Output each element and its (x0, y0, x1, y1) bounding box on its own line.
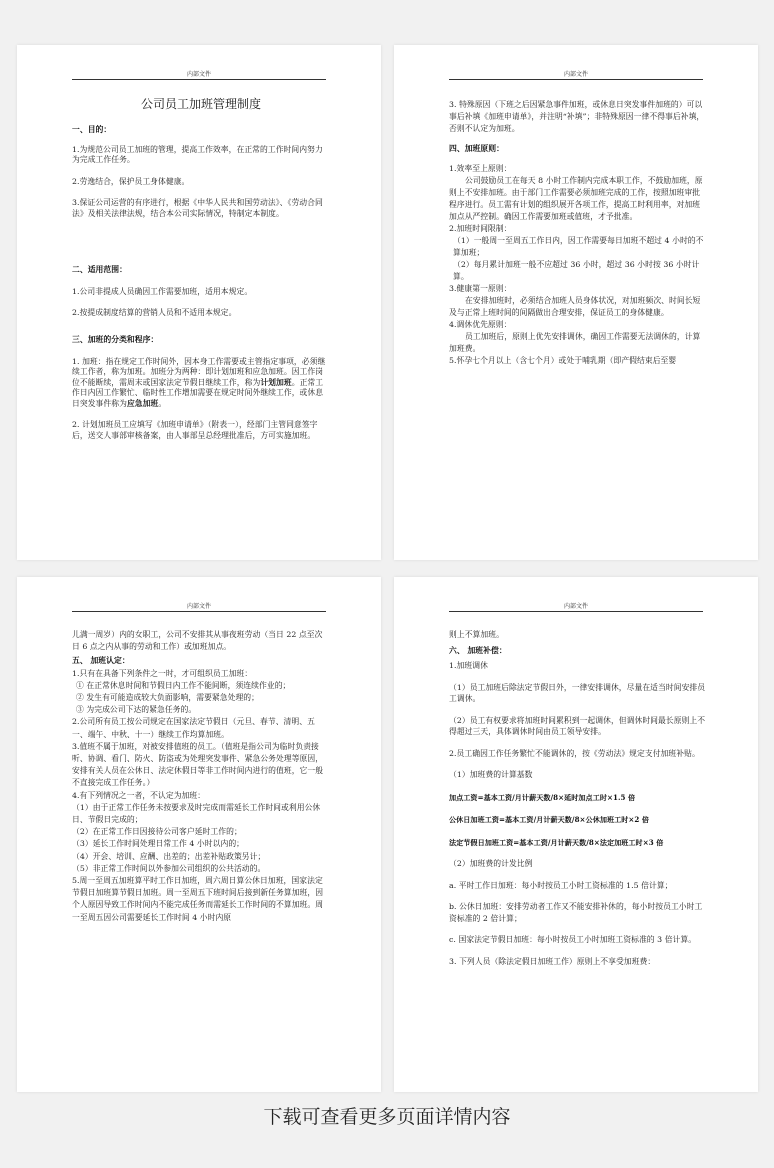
paragraph: 3.值班不属于加班，对被安排值班的员工。（值班是指公司为临时负责接听、协调、看门、防火、防盗或为处理突发事件、紧急公务处理等原因，安排有关人员在公休日、法定休假日等非工作时间内进行的值班，它一般不直接完成工作任务。） (72, 741, 324, 788)
paragraph: 1.只有在具备下列条件之一时，才可组织员工加班： (72, 668, 253, 678)
paragraph: 1.为规范公司员工加班的管理，提高工作效率，在正常的工作时间内努力为完成工作任务。 (72, 144, 323, 164)
paragraph: 2.劳逸结合，保护员工身体健康。 (72, 176, 190, 186)
paragraph: （1）员工加班后除法定节假日外，一律安排调休，尽量在适当时间安排员工调休。 (449, 682, 706, 703)
section-scope (72, 265, 330, 319)
section-classification (72, 335, 330, 441)
paragraph: 4.调休优先原则： (449, 320, 512, 329)
paragraph: a. 平时工作日加班：每小时按员工小时工资标准的 1.5 倍计算； (449, 880, 673, 890)
download-more-banner[interactable]: 下载可查看更多页面详情内容 (263, 1106, 511, 1128)
paragraph: （2）员工有权要求将加班时间累积到一起调休，但调休时间最长原则上不得超过三天，具体调休时间由员工领导安排。 (449, 715, 706, 736)
page-header: 内部文件 (449, 70, 703, 80)
list-item: （4）开会、培训、应酬、出差的；出差补贴政策另计； (72, 851, 266, 861)
paragraph: 5.怀孕七个月以上（含七个月）或处于哺乳期（即产假结束后至婴 (449, 356, 677, 365)
paragraph: c. 国家法定节假日加班：每小时按员工小时加班工资标准的 3 倍计算。 (449, 935, 697, 944)
formula: 法定节假日加班工资=基本工资/月计薪天数/8×法定加班工时×3 倍 (449, 837, 664, 847)
document-title: 公司员工加班管理制度 (140, 97, 261, 111)
paragraph: 2.员工确因工作任务繁忙不能调休的，按《劳动法》规定支付加班补贴。 (449, 748, 700, 758)
paragraph: （2）每月累计加班一般不应超过 36 小时，超过 36 小时按 36 小时计算。 (453, 260, 700, 281)
paragraph: 4.有下列情况之一者，不认定为加班： (72, 790, 206, 800)
list-item: （5）非正常工作时间以外参加公司组织的公共活动的。 (72, 863, 266, 873)
paragraph: 2. 计划加班员工应填写《加班申请单》（附表一），经部门主管同意签字后，送交人事部审核备案，由人事部呈总经理批准后，方可实施加班。 (72, 420, 318, 440)
text-run: 。正常工作日内因工作繁忙、临时性工作增加需要在规定时间外继续工作，或休息日突发事件称为 (72, 377, 324, 408)
paragraph: 3. 特殊原因（下班之后因紧急事件加班，或休息日突发事件加班的）可以事后补填《加班申请单》，并注明“补填”；非特殊原因一律不得事后补填，否则不认定为加班。 (449, 100, 705, 133)
section-purpose (72, 125, 330, 219)
list-item: （2）在正常工作日因接待公司客户延时工作的； (72, 827, 242, 837)
list-item: ③ 为完成公司下达的紧急任务的。 (76, 705, 197, 715)
paragraph: 员工加班后，原则上优先安排调休，确因工作需要无法调休的，计算加班费。 (449, 332, 701, 353)
paragraph: 则上不算加班。 (449, 630, 504, 639)
paragraph: 3. 下列人员（除法定假日加班工作）原则上不享受加班费： (449, 956, 656, 966)
page-header: 内部文件 (72, 602, 326, 612)
list-item: （1）由于正常工作任务未按要求及时完成而需延长工作时间或利用公休日、节假日完成的； (72, 802, 321, 825)
document-page-4 (394, 577, 758, 1092)
paragraph: 1.效率至上原则： (449, 164, 512, 173)
document-page-3 (17, 577, 381, 1092)
paragraph: 儿满一周岁）内的女职工，公司不安排其从事夜班劳动（当日 22 点至次日 6 点之内从事的劳动和工作）或加班加点。 (72, 630, 323, 652)
paragraph: 公司鼓励员工在每天 8 小时工作制内完成本职工作，不鼓励加班，原则上不安排加班。由于部门工作需要必须加班完成的工作，按照加班审批程序进行。员工需有计划的组织展开各项工作，提高工时利用率，对加班加点从严控制。确因工作需要加班或值班，才予批准。 (449, 176, 703, 221)
section-heading: 二、适用范围： (72, 265, 127, 274)
document-page-2 (394, 45, 758, 560)
paragraph: 1.公司非提成人员确因工作需要加班，适用本规定。 (72, 286, 253, 296)
page-body (449, 629, 707, 967)
paragraph: b. 公休日加班：安排劳动者工作又不能安排补休的，每小时按员工小时工资标准的 2 倍计算； (449, 902, 703, 923)
text-run: 1. 加班：指在规定工作时间外，因本身工作需要或主管指定事项，必须继续工作者，称为加班。加班分为两种：即计划加班和应急加班。因工作岗位不能断续，需周末或国家法定节假日继续工作，称为 (72, 356, 326, 387)
section-heading: 一、目的： (72, 125, 112, 134)
page-body (449, 99, 707, 367)
section-heading: 四、加班原则： (449, 144, 504, 153)
bold-term: 应急加班 (126, 398, 159, 408)
paragraph: 5.周一至周五加班算平时工作日加班，周六周日算公休日加班，国家法定节假日加班算节假日加班。周一至周五下班时间后接到新任务算加班，因个人原因导致工作时间内不能完成任务而需延长工作时间的不算加班。周一至周五因公司需要延长工作时间 4 小时内原 (72, 876, 324, 922)
section-heading: 三、加班的分类和程序： (72, 335, 159, 344)
list-item: ① 在正常休息时间和节假日内工作不能间断，须连续作业的； (76, 680, 291, 690)
bold-term: 计划加班 (260, 377, 292, 387)
section-heading: 五、 加班认定： (72, 656, 130, 666)
text-run: 。 (158, 398, 167, 408)
paragraph (72, 357, 330, 410)
paragraph: 2.加班时间限制： (449, 224, 512, 233)
page-header: 内部文件 (72, 70, 326, 80)
formula: 公休日加班工资=基本工资/月计薪天数/8×公休加班工时×2 倍 (449, 815, 650, 824)
paragraph: 在安排加班时，必须结合加班人员身体状况，对加班频次、时间长短及与正常上班时间的间隔做出合理安排，保证员工的身体健康。 (449, 296, 701, 317)
list-item: ② 发生有可能造成较大负面影响，需要紧急处理的； (76, 693, 260, 703)
list-item: （3）延长工作时间处理日常工作 4 小时以内的； (72, 839, 245, 849)
paragraph: 2.公司所有员工按公司规定在国家法定节假日（元旦、春节、清明、五一、端午、中秋、十一）继续工作均算加班。 (72, 717, 315, 739)
paragraph: （1）一般周一至周五工作日内，因工作需要每日加班不超过 4 小时的不算加班； (453, 236, 704, 257)
formula: 加点工资=基本工资/月计薪天数/8×延时加点工时×1.5 倍 (449, 792, 636, 802)
section-heading: 六、 加班补偿： (449, 645, 507, 655)
document-page-1 (17, 45, 381, 560)
page-header: 内部文件 (449, 602, 703, 612)
paragraph: 3.健康第一原则： (449, 284, 512, 293)
paragraph: 2.按提成制度结算的营销人员和不适用本规定。 (72, 308, 237, 317)
page-body (72, 629, 330, 924)
paragraph: （1）加班费的计算基数 (449, 770, 533, 779)
paragraph: （2）加班费的计发比例 (449, 859, 533, 868)
paragraph: 3.保证公司运营的有序进行，根据《中华人民共和国劳动法》、《劳动合同法》及相关法律法规，结合本公司实际情况，特制定本制度。 (72, 198, 323, 218)
paragraph: 1.加班调休 (449, 661, 488, 670)
